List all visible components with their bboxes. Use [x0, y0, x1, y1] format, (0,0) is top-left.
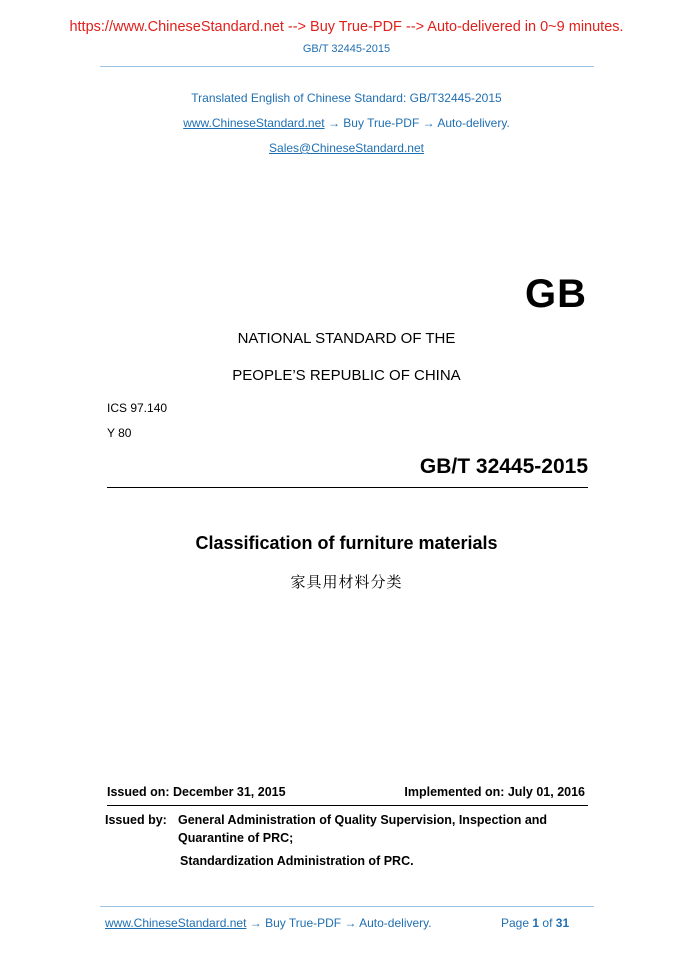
page-of: of [542, 916, 553, 930]
national-standard-line1: NATIONAL STANDARD OF THE [237, 330, 456, 347]
page-current: 1 [532, 916, 540, 930]
standard-number-rule [107, 487, 588, 488]
sales-email-link[interactable]: Sales@ChineseStandard.net [269, 141, 424, 155]
implemented-on-date: Implemented on: July 01, 2016 [404, 785, 585, 799]
site-link-suffix: → Buy True-PDF → Auto-delivery. [327, 116, 510, 130]
footer-link-line [105, 916, 432, 930]
national-standard-line2: PEOPLE’S REPUBLIC OF CHINA [232, 367, 461, 384]
ics-code: ICS 97.140 [107, 401, 168, 415]
header-divider [100, 66, 594, 67]
gb-mark: GB [525, 272, 587, 316]
issuer-line2: Quarantine of PRC; [178, 831, 294, 845]
footer-divider [100, 906, 594, 907]
title-chinese: 家具用材料分类 [290, 573, 403, 591]
dates-rule [107, 805, 588, 806]
top-banner[interactable]: https://www.ChineseStandard.net --> Buy True-PDF --> Auto-delivered in 0~9 minutes. [69, 19, 624, 35]
site-link[interactable]: www.ChineseStandard.net [183, 116, 325, 130]
issued-by-label: Issued by: [105, 813, 167, 827]
issued-on-date: Issued on: December 31, 2015 [107, 785, 286, 799]
footer-site-link[interactable]: www.ChineseStandard.net [105, 916, 247, 930]
page-indicator [501, 916, 569, 930]
issuer-line3: Standardization Administration of PRC. [180, 854, 414, 868]
intro-link-line [0, 116, 693, 130]
standard-number: GB/T 32445-2015 [419, 455, 588, 478]
email-line [0, 141, 693, 155]
page-total: 31 [555, 916, 570, 930]
translated-note: Translated English of Chinese Standard: GB/T32445-2015 [191, 91, 502, 105]
header-standard-code: GB/T 32445-2015 [302, 43, 391, 55]
page-label: Page [501, 916, 530, 930]
footer-site-suffix: → Buy True-PDF → Auto-delivery. [249, 916, 432, 930]
title-english: Classification of furniture materials [195, 533, 498, 553]
ccs-code: Y 80 [107, 426, 132, 440]
issuer-line1: General Administration of Quality Supervision, Inspection and [178, 813, 548, 827]
